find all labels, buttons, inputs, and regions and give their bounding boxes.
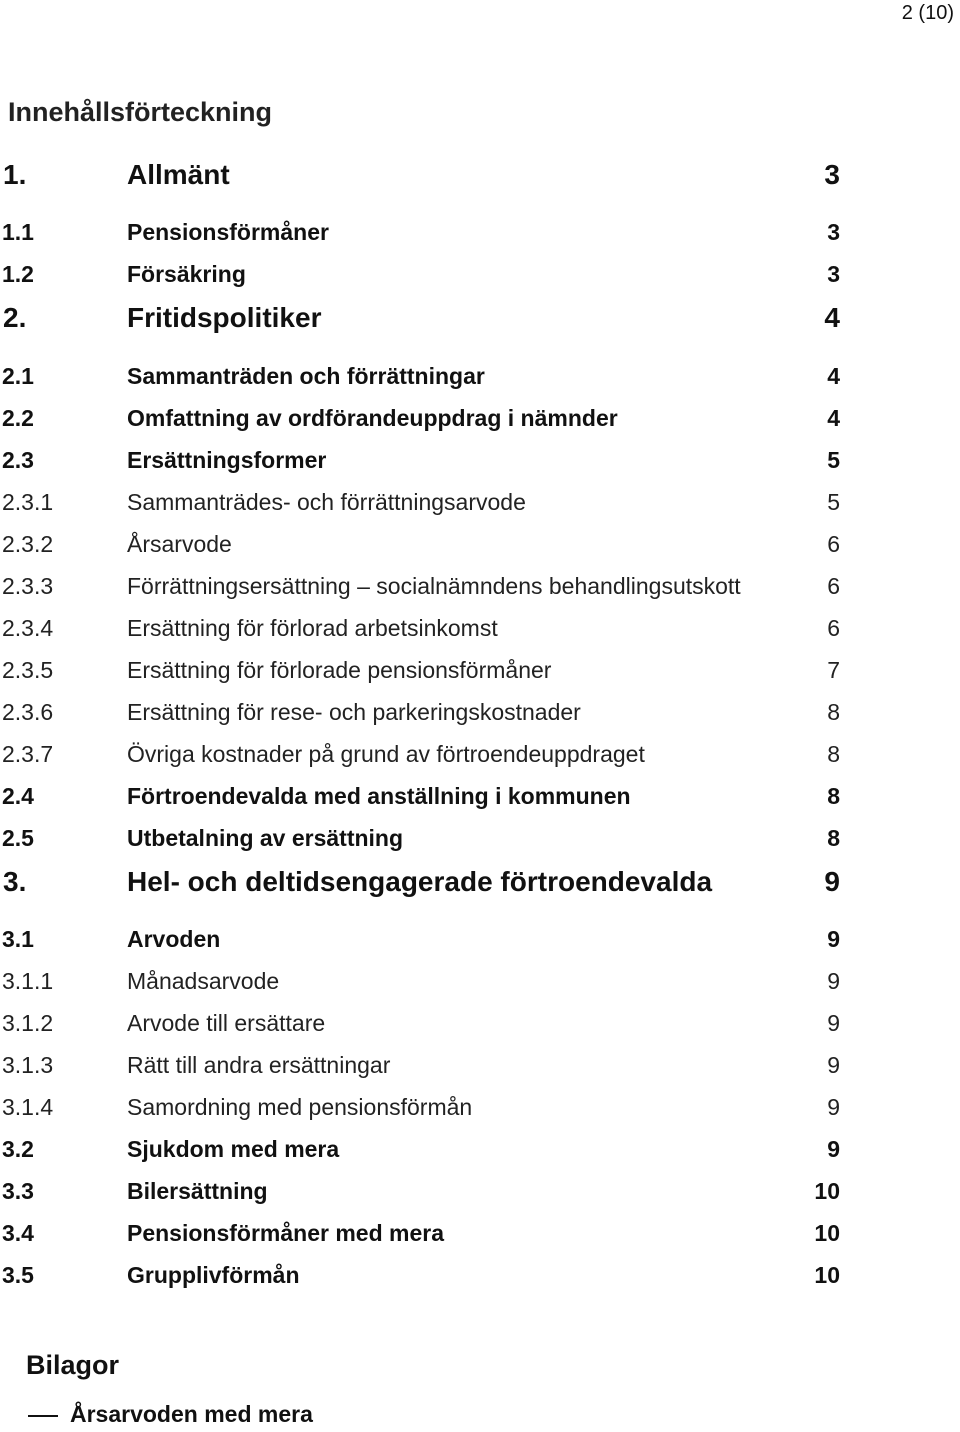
toc-entry[interactable]: [0, 1045, 960, 1085]
toc-entry[interactable]: [0, 818, 960, 858]
toc-entry-page: 8: [827, 825, 840, 851]
toc-entry[interactable]: [0, 734, 960, 774]
toc-entry-number: 2.2: [2, 405, 34, 431]
toc-entry-page: 3: [827, 261, 840, 287]
toc-entry-title: Pensionsförmåner: [127, 219, 329, 245]
toc-entry[interactable]: [0, 961, 960, 1001]
toc-entry-page: 8: [827, 699, 840, 725]
toc-entry-page: 6: [827, 573, 840, 599]
toc-entry[interactable]: [0, 1213, 960, 1253]
toc-entry-title: Ersättningsformer: [127, 447, 327, 473]
toc-entry-page: 3: [824, 159, 840, 190]
toc-entry-page: 9: [827, 1052, 840, 1078]
toc-entry-page: 5: [827, 447, 840, 473]
toc-entry-title: Omfattning av ordförandeuppdrag i nämnder: [127, 405, 618, 431]
toc-entry-number: 3.1.2: [2, 1010, 54, 1036]
toc-entry-title: Sammanträdes- och förrättningsarvode: [127, 489, 526, 515]
toc-entry-page: 3: [827, 219, 840, 245]
toc-entry[interactable]: [0, 254, 960, 294]
toc-entry-title: Bilersättning: [127, 1178, 268, 1204]
toc-entry-page: 6: [827, 531, 840, 557]
toc-entry[interactable]: [0, 776, 960, 816]
toc-entry[interactable]: [0, 919, 960, 959]
dash-bullet-icon: [28, 1415, 58, 1417]
toc-entry-page: 8: [827, 741, 840, 767]
toc-entry-number: 2.: [3, 302, 27, 333]
toc-entry-title: Rätt till andra ersättningar: [127, 1052, 391, 1078]
toc-entry[interactable]: [0, 692, 960, 732]
toc-entry-title: Månadsarvode: [127, 968, 280, 994]
toc-entry-page: 9: [827, 926, 840, 952]
toc-entry-number: 2.4: [2, 783, 34, 809]
appendix-item-label: Årsarvoden med mera: [70, 1401, 313, 1427]
toc-entry[interactable]: [0, 862, 960, 902]
toc-entry-number: 2.5: [2, 825, 34, 851]
toc-entry[interactable]: [0, 212, 960, 252]
toc-entry-number: 2.1: [2, 363, 34, 389]
toc-entry-page: 9: [824, 866, 840, 897]
toc-entry-page: 4: [827, 363, 840, 389]
toc-entry-title: Sammanträden och förrättningar: [127, 363, 485, 389]
toc-entry-page: 10: [814, 1178, 840, 1204]
toc-entry[interactable]: [0, 650, 960, 690]
toc-entry-title: Ersättning för förlorade pensionsförmåner: [127, 657, 552, 683]
toc-entry-number: 1.: [3, 159, 27, 190]
toc-entry-number: 3.1.3: [2, 1052, 54, 1078]
toc-entry-number: 3.: [3, 866, 27, 897]
toc-entry-number: 3.5: [2, 1262, 34, 1288]
toc-entry[interactable]: [0, 524, 960, 564]
toc-entry[interactable]: [0, 398, 960, 438]
toc-entry-number: 2.3: [2, 447, 34, 473]
toc-entry-page: 4: [827, 405, 840, 431]
toc-entry-number: 3.4: [2, 1220, 34, 1246]
appendix-item: [28, 1396, 313, 1432]
toc-entry-title: Ersättning för rese- och parkeringskostnader: [127, 699, 581, 725]
toc-entry-title: Samordning med pensionsförmån: [127, 1094, 473, 1120]
toc-entry-number: 1.1: [2, 219, 34, 245]
toc-entry-title: Förrättningsersättning – socialnämndens behandlingsutskott: [127, 573, 741, 599]
toc-entry[interactable]: [0, 298, 960, 338]
toc-entry-title: Arvode till ersättare: [127, 1010, 326, 1036]
toc-entry-page: 9: [827, 1136, 840, 1162]
toc-entry-page: 10: [814, 1262, 840, 1288]
toc-entry-number: 3.1: [2, 926, 34, 952]
toc-entry[interactable]: [0, 1171, 960, 1211]
toc-entry-title: Arvoden: [127, 926, 221, 952]
toc-entry-number: 3.2: [2, 1136, 34, 1162]
toc-entry-number: 2.3.2: [2, 531, 54, 557]
toc-entry-page: 4: [824, 302, 840, 333]
toc-entry-number: 2.3.3: [2, 573, 54, 599]
toc-entry-number: 2.3.7: [2, 741, 54, 767]
toc-entry-number: 2.3.5: [2, 657, 54, 683]
toc-entry-title: Hel- och deltidsengagerade förtroendevalda: [127, 866, 713, 897]
page-number: 2 (10): [901, 2, 954, 24]
toc-entry[interactable]: [0, 608, 960, 648]
toc-entry-number: 3.3: [2, 1178, 34, 1204]
toc-entry-number: 2.3.6: [2, 699, 54, 725]
toc-entry[interactable]: [0, 356, 960, 396]
toc-entry-page: 7: [827, 657, 840, 683]
toc-entry-title: Övriga kostnader på grund av förtroendeuppdraget: [127, 741, 645, 767]
toc-entry-title: Sjukdom med mera: [127, 1136, 340, 1162]
toc-entry-page: 10: [814, 1220, 840, 1246]
toc-entry-number: 1.2: [2, 261, 34, 287]
toc-entry-page: 9: [827, 1094, 840, 1120]
toc-entry-number: 3.1.4: [2, 1094, 54, 1120]
toc-entry-page: 9: [827, 968, 840, 994]
toc-entry-number: 3.1.1: [2, 968, 54, 994]
toc-entry-title: Allmänt: [127, 159, 230, 190]
toc-entry-title: Försäkring: [127, 261, 246, 287]
appendix-title: Bilagor: [26, 1350, 120, 1380]
toc-title: Innehållsförteckning: [8, 97, 273, 127]
toc-entry[interactable]: [0, 440, 960, 480]
toc-entry-title: Utbetalning av ersättning: [127, 825, 404, 851]
toc-entry[interactable]: [0, 1255, 960, 1295]
toc-entry-page: 8: [827, 783, 840, 809]
toc-entry[interactable]: [0, 482, 960, 522]
toc-entry-title: Förtroendevalda med anställning i kommunen: [127, 783, 631, 809]
toc-entry[interactable]: [0, 1129, 960, 1169]
toc-entry-title: Ersättning för förlorad arbetsinkomst: [127, 615, 498, 641]
toc-entry[interactable]: [0, 1003, 960, 1043]
toc-entry-number: 2.3.4: [2, 615, 54, 641]
toc-entry-title: Fritidspolitiker: [127, 302, 322, 333]
toc-entry[interactable]: [0, 1087, 960, 1127]
toc-entry[interactable]: [0, 155, 960, 195]
toc-entry-title: Årsarvode: [127, 531, 232, 557]
toc-entry-page: 6: [827, 615, 840, 641]
toc-entry-title: Pensionsförmåner med mera: [127, 1220, 445, 1246]
toc-entry-page: 5: [827, 489, 840, 515]
toc-entry-number: 2.3.1: [2, 489, 54, 515]
toc-entry-title: Grupplivförmån: [127, 1262, 300, 1288]
toc-entry[interactable]: [0, 566, 960, 606]
toc-entry-page: 9: [827, 1010, 840, 1036]
